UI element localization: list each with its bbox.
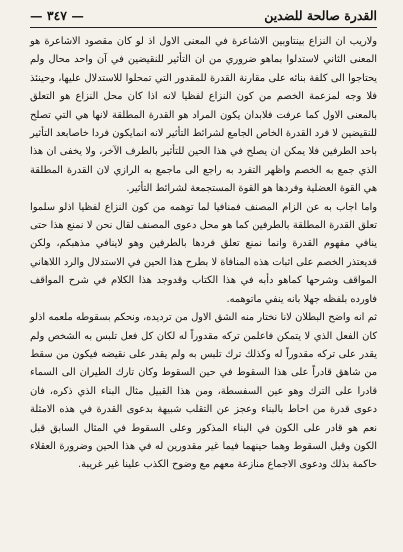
paragraph-1: ولاريب ان النزاع بينتاوبين الاشاعرة في المعنى الاول اذ لو كان مقصود الاشاعرة هو المعنى الثاني لاستدلوا بماهو ضروري من ان التأثير للنقيضين في آن واحد محال ولم يحتاجوا الى كلفة بنائه على مقارنة القدرة للمقدور التي تمحلوا للاستدلال عليها، وحينئذ فلا وجه لمزعمة الخصم من كون النزاع لفظيا لانه اذا كان محل النزاع هو التعلق بالمعنى الاول كما عرفت فلابدان يكون المراد هو القدرة المطلقة لانها هي التي تصلح للنقيضين لا فرد القدرة الخاص الجامع لشرائط التأثير لانه انمايكون فردا خاصابعد التأثير باحد الطرفين فلا يمكن ان يصلح في هذا الحين للتأثير بالطرف الآخر، ولا يخفى ان هذا الذي جمع به الخصم واظهر التفرد به راجع الى ماجمع به الرازي لان القدرة المطلقة هي القوة العضلية وفردها هو القوة المستجمعة لشرائط التأثير. (30, 36, 377, 195)
paragraph-3-line: من احاط بالبناء وعجز عن التقلب شبيهة بدعوى القدرة في هذه الامثلة نعم هو قادر على (30, 404, 377, 434)
paragraph-3-line: على الترك وهو عين السفسطة، ومن هذا القبيل مثال البناء الذي ذكره، فان دعوى قدرة (30, 385, 377, 416)
page-number: — ٣٤٧ — (30, 7, 84, 23)
paragraph-3-line: الكون في البناء المذكور وعلى السقوط في المثال السابق قبل الكون وقبل السقوط وهما (30, 422, 377, 452)
paragraph-3 (30, 309, 377, 475)
paragraph-3-line: ولم يقدر على تركه مقدوراً له وكذلك ترك تلبس به ولم يقدر على نقيضه فيكون من سقط (30, 330, 377, 360)
paragraph-3-line: حينهما فيما غير مقدورين له في هذا الحين وضرورة العقلاء حاكمة بذلك ودعوى (30, 440, 377, 471)
page-header (30, 4, 377, 26)
paragraph-3-line: ثم انه واضح البطلان لانا نختار منه الشق الاول من ترديده، ونحكم بسقوطه ملعمه (48, 312, 377, 324)
paragraph-3-line: من شاهق قادراً على هذا السقوط في حين السقوط وكان تارك الطيران الى السماء قادرا (30, 367, 377, 397)
page-body (30, 33, 377, 475)
paragraph-3-line: الاجماع منازعة معهم مع وضوح الكذب علينا غير غريبة. (78, 459, 297, 471)
header-rule (30, 27, 377, 28)
paragraph-2: واما اجاب به عن الزام المصنف فمنافيا لما توهمه من كون النزاع لفظيا اذلو سلموا تعلق القدرة المطلقة بالطرفين كما هو محل دعوى المصنف لقال نحن لا نمنع هذا حتى ينافي مفهوم القدرة وانما نمنع تعلق فردها بالطرفين وهو لاينافي مذهبكم، ولكن قديعتذر الخصم على اثبات هذه المنافاة لا بطرح هذا الحين في الاستدلال والرد اللاهاني المواقف وشرحها كماهو دأبه في هذا الكتاب وقدوجد هذا الكلام في شرح المواقف فاورده بلفظه جهلا بانه ينفي ماتوهمه. (30, 201, 377, 305)
paragraph-3-line: اذلو كان الفعل الذي لا يتمكن فاعلمن تركه مقدوراً له لكان كل فعل تلبس به الشخص (30, 312, 377, 342)
running-title: القدرة صالحة للضدين (264, 7, 377, 23)
